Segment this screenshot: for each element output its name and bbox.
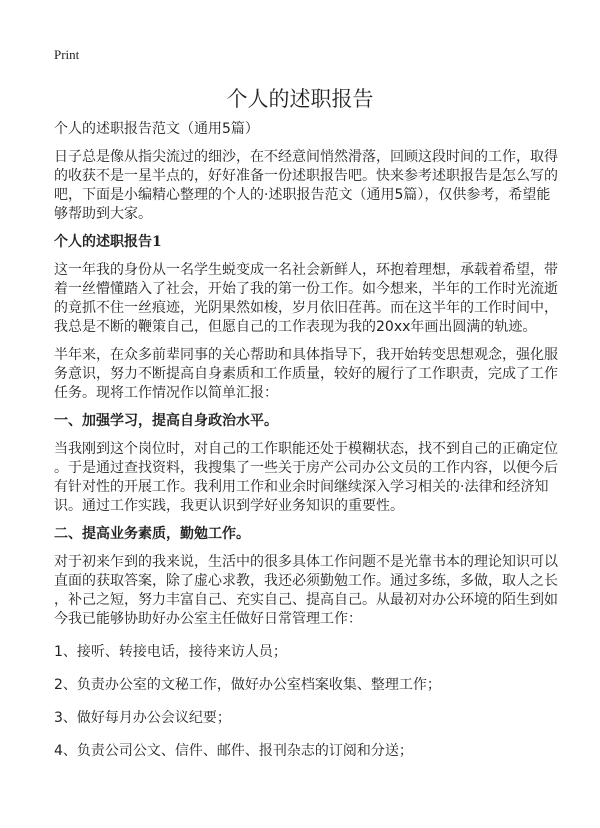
- text-line: 半年来，在众多前辈同事的关心帮助和具体指导下，我开始转变思想观念，强化服: [54, 347, 558, 363]
- text-line: 我总是不断的鞭策自己，但愿自己的工作表现为我的20xx年画出圆满的轨迹。: [54, 319, 537, 335]
- paragraph: [54, 440, 574, 516]
- text-line: 今我已能够协助好办公室主任做好日常管理工作：: [54, 611, 362, 627]
- text-line: 这一年我的身份从一名学生蜕变成一名社会新鲜人，环抱着理想，承载着希望，带: [54, 262, 558, 278]
- text-line: 的收获不是一星半点的，好好准备一份述职报告吧。快来参考述职报告是怎么写的: [54, 168, 558, 184]
- list-item: 2、负责办公室的文秘工作，做好办公室档案收集、整理工作；: [54, 677, 441, 693]
- document-title: 个人的述职报告: [226, 87, 374, 111]
- document-body: [54, 120, 574, 775]
- text-line: 够帮助到大家。: [54, 206, 152, 222]
- text-line: 有针对性的开展工作。我利用工作和业余时间继续深入学习相关的·法律和经济知: [54, 479, 549, 495]
- section-heading: 一、加强学习，提高自身政治水平。: [54, 413, 278, 429]
- text-line: 当我刚到这个岗位时，对自己的工作职能还处于模糊状态，找不到自己的正确定位: [54, 441, 558, 457]
- text-line: 的竟抓不住一丝痕迹，光阴果然如梭，岁月依旧荏苒。而在这半年的工作时间中，: [54, 300, 558, 316]
- text-line: 任务。现将工作情况作以简单汇报：: [54, 385, 278, 401]
- paragraph: [54, 553, 574, 629]
- text-line: 着一丝懵懂踏入了社会，开始了我的第一份工作。如今想来，半年的工作时光流逝: [54, 281, 558, 297]
- text-line: ，补己之短，努力丰富自己、充实自己、提高自己。从最初对办公环境的陌生到如: [54, 592, 558, 608]
- intro-paragraph: [54, 148, 574, 224]
- print-link[interactable]: Print: [54, 47, 80, 62]
- list-item: 4、负责公司公文、信件、邮件、报刊杂志的订阅和分送；: [54, 743, 413, 759]
- text-line: 吧，下面是小编精心整理的个人的·述职报告范文（通用5篇），仅供参考，希望能: [54, 187, 551, 203]
- paragraph: [54, 261, 574, 337]
- text-line: 直面的获取答案，除了虚心求教，我还必须勤勉工作。通过多练，多做，取人之长: [54, 573, 558, 589]
- text-line: 对于初来乍到的我来说，生活中的很多具体工作问题不是光靠书本的理论知识可以: [54, 554, 558, 570]
- text-line: 。于是通过查找资料，我搜集了一些关于房产公司办公文员的工作内容，以便今后: [54, 460, 558, 476]
- section-heading: 二、提高业务素质，勤勉工作。: [54, 526, 250, 542]
- text-line: 识。通过工作实践，我更认识到学好业务知识的重要性。: [54, 498, 404, 514]
- text-line: 日子总是像从指尖流过的细沙，在不经意间悄然滑落，回顾这段时间的工作，取得: [54, 149, 558, 165]
- subtitle: 个人的述职报告范文（通用5篇）: [54, 121, 259, 137]
- text-line: 务意识，努力不断提高自身素质和工作质量，较好的履行了工作职责，完成了工作: [54, 366, 558, 382]
- list-item: 1、接听、转接电话，接待来访人员；: [54, 644, 287, 660]
- section-title: 个人的述职报告1: [54, 234, 162, 250]
- paragraph: [54, 346, 574, 403]
- list-item: 3、做好每月办公会议纪要；: [54, 710, 231, 726]
